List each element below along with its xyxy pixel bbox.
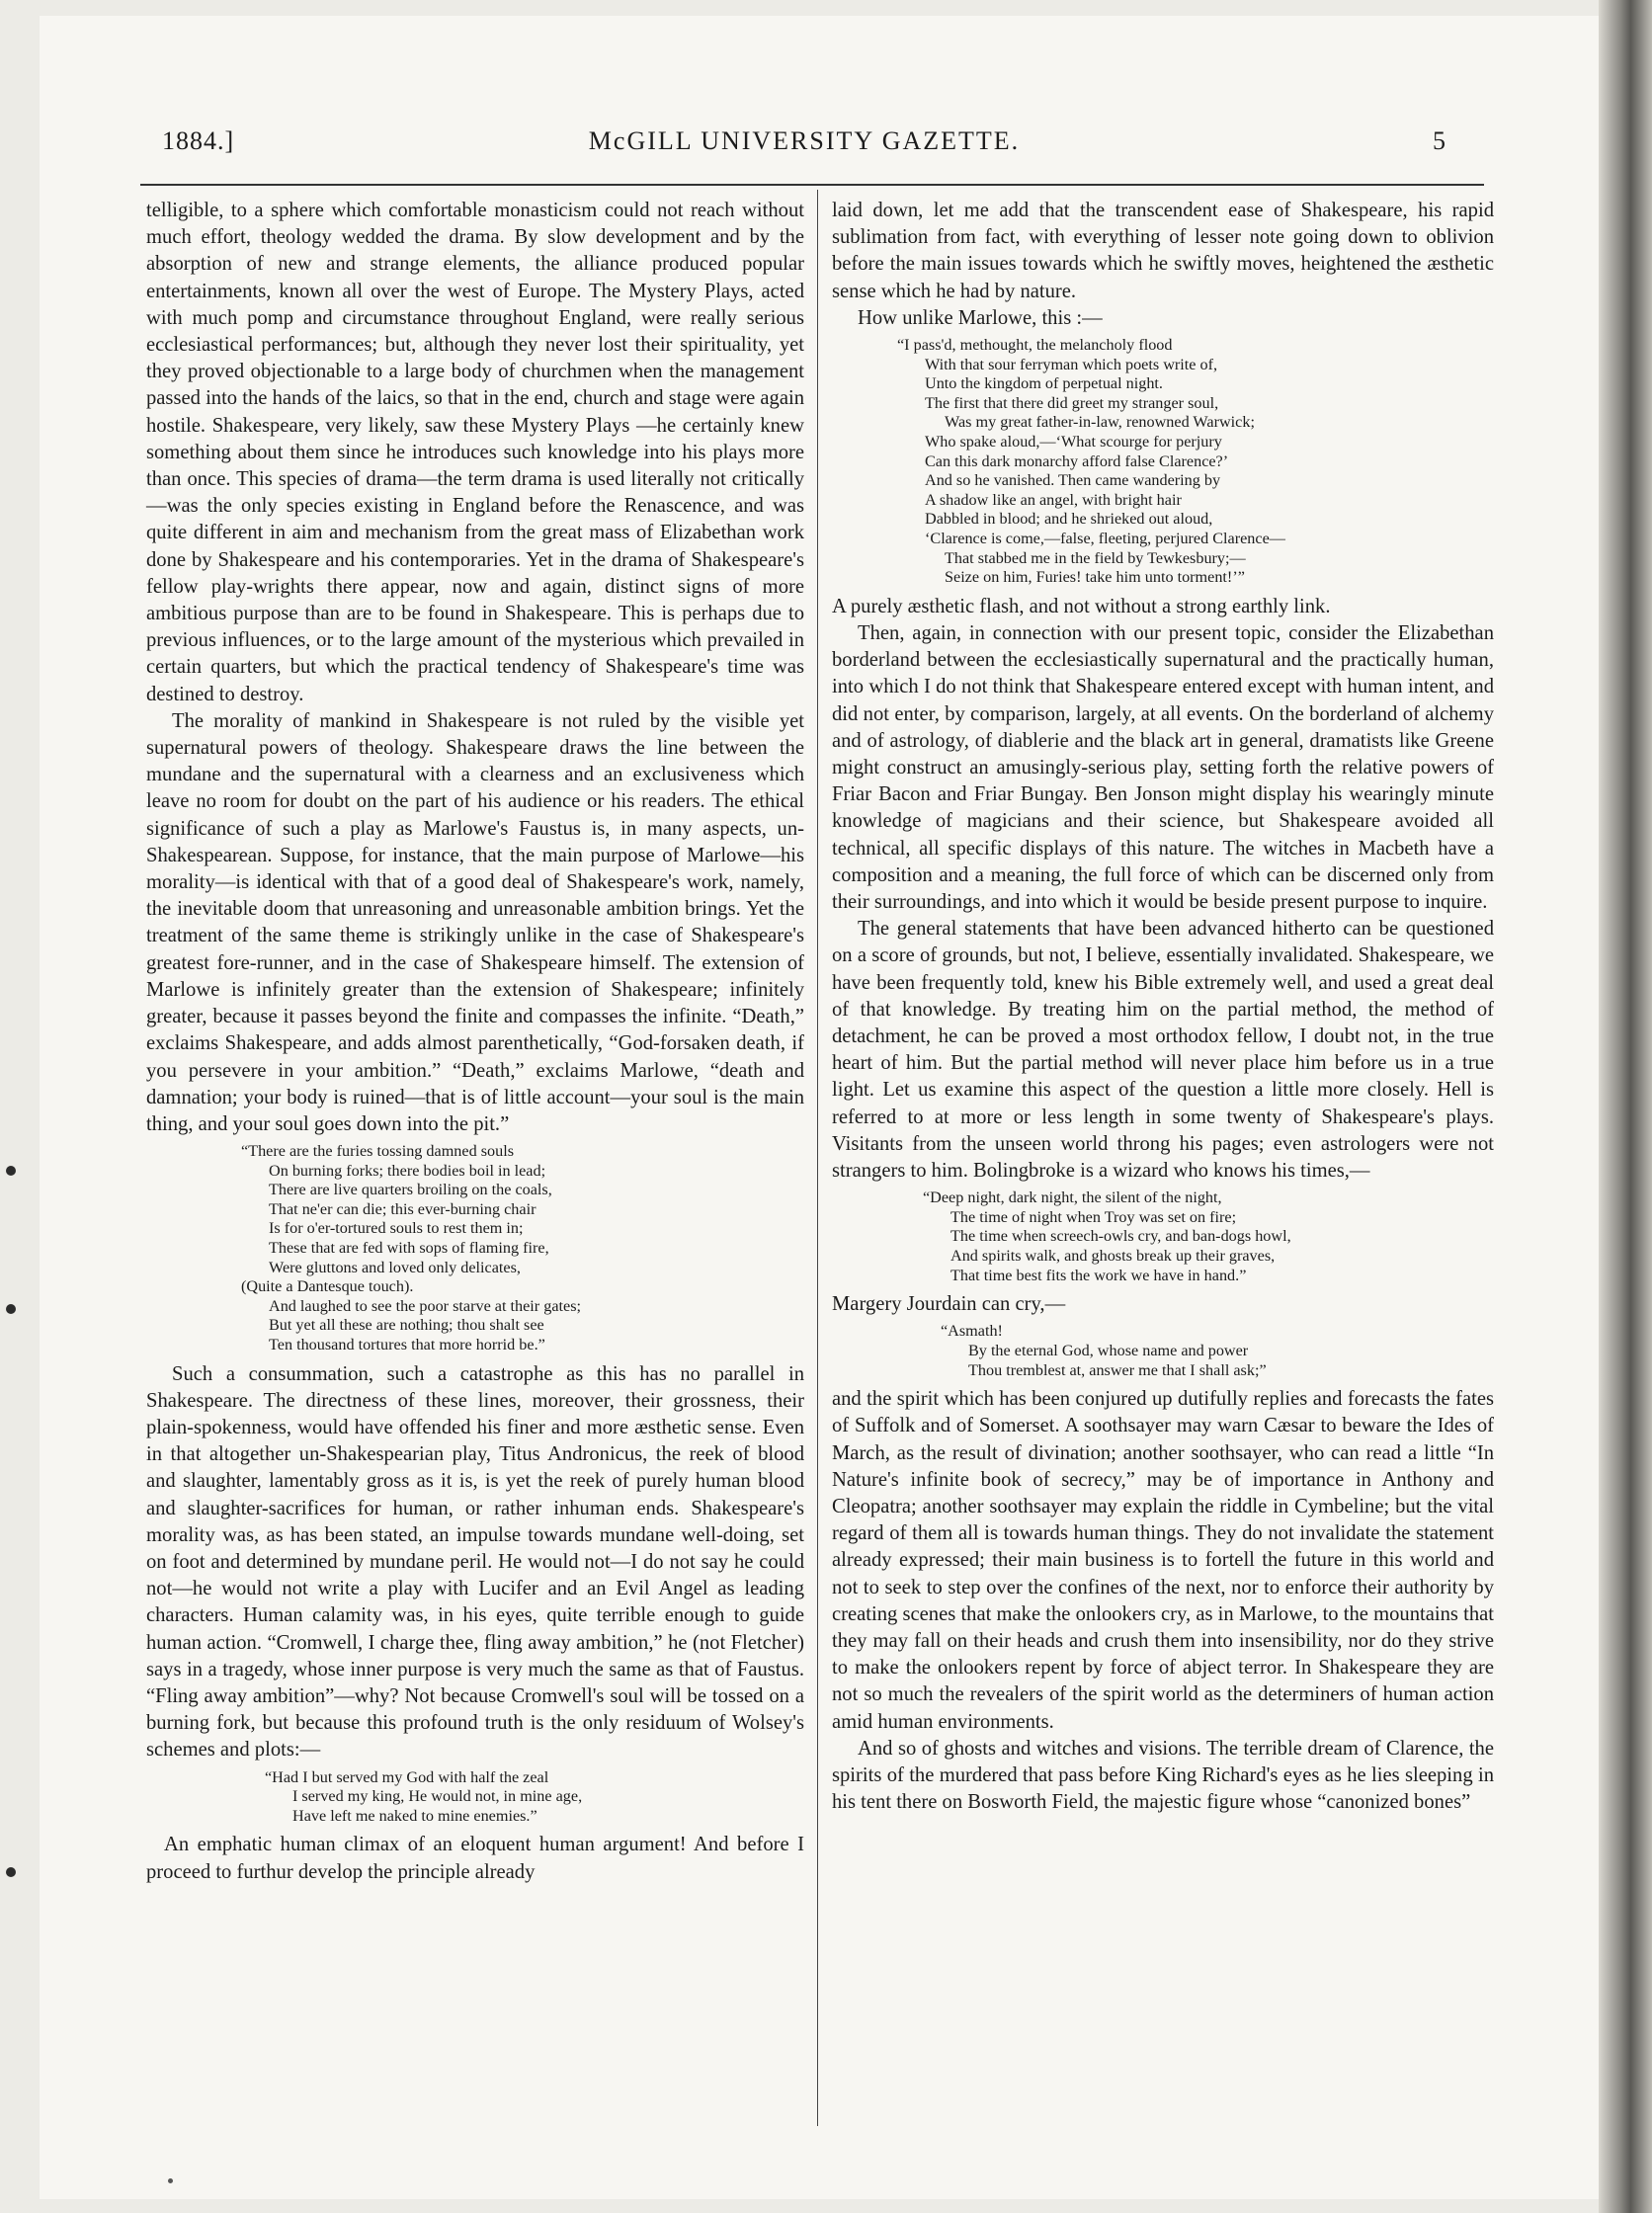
verse-quotation: [832, 336, 1494, 588]
verse-line: A shadow like an angel, with bright hair: [925, 490, 1182, 509]
header-rule: [140, 184, 1484, 186]
verse-line: Seize on him, Furies! take him unto torment!’”: [945, 568, 1245, 587]
ink-speck: [168, 2178, 173, 2183]
verse-line: Were gluttons and loved only delicates,: [269, 1258, 521, 1276]
verse-line: The time of night when Troy was set on fire;: [950, 1207, 1237, 1226]
verse-line: “Asmath!: [941, 1322, 1003, 1341]
verse-line: “Deep night, dark night, the silent of the night,: [923, 1188, 1222, 1207]
binding-hole: [6, 1166, 16, 1176]
verse-line: With that sour ferryman which poets write of,: [925, 355, 1218, 373]
left-column: [146, 198, 804, 1886]
paragraph: and the spirit which has been conjured up dutifully replies and forecasts the fates of Suffolk and of Somerset. A soothsayer may warn Cæsar to beware the Ides of March, as the result of divination; another soothsayer, who can read a little “In Nature's infinite book of secrecy,” may be of importance in Anthony and Cleopatra; another soothsayer may explain the riddle in Cymbeline; but the vital regard of them all is towards human things. They do not invalidate the statement already expressed; their main business is to fortell the future in this world and not to seek to step over the confines of the next, nor to enforce their authority by creating scenes that make the onlookers cry, as in Marlowe, to the mountains that they may fall on their heads and crush them into insensibility, nor do they strive to make the onlookers repent by force of abject terror. In Shakespeare they are not so much the revealers of the spirit world as the determiners of human action amid human environments.: [832, 1388, 1494, 1733]
verse-line: Thou tremblest at, answer me that I shall ask;”: [968, 1360, 1267, 1379]
verse-line: “There are the furies tossing damned souls: [241, 1142, 515, 1161]
verse-line: (Quite a Dantesque touch).: [241, 1277, 414, 1296]
paragraph: Margery Jourdain can cry,—: [832, 1293, 1066, 1316]
header-year: 1884.]: [162, 126, 235, 155]
page-number: 5: [1433, 126, 1446, 155]
paragraph: An emphatic human climax of an eloquent human argument! And before I proceed to furthur develop the principle already: [146, 1834, 804, 1883]
verse-line: That stabbed me in the field by Tewkesbury;—: [945, 548, 1246, 567]
verse-line: Was my great father-in-law, renowned Warwick;: [945, 413, 1255, 432]
verse-line: Have left me naked to mine enemies.”: [292, 1806, 537, 1825]
verse-line: On burning forks; there bodies boil in lead;: [269, 1161, 546, 1180]
binding-hole: [6, 1304, 16, 1314]
verse-line: Unto the kingdom of perpetual night.: [925, 374, 1163, 393]
paragraph: Such a consummation, such a catastrophe as this has no parallel in Shakespeare. The directness of these lines, moreover, their grossness, their plain-spokenness, would have offended his finer and more æsthetic sense. Even in that altogether un-Shakespearian play, Titus Andronicus, the reek of blood and slaughter, lamentably gross as it is, is yet the reek of purely human blood and slaughter-sacrifices for human, or rather inhuman ends. Shakespeare's morality was, as has been stated, an impulse towards mundane well-doing, set on foot and determined by mundane peril. He would not—I do not say he could not—he would not write a play with Lucifer and an Evil Angel as leading characters. Human calamity was, in his eyes, quite terrible enough to guide human action. “Cromwell, I charge thee, fling away ambition,” he (not Fletcher) says in a tragedy, whose inner purpose is very much the same as that of Faustus. “Fling away ambition”—why? Not because Cromwell's soul will be tossed on a burning fork, but because this profound truth is the only residuum of Wolsey's schemes and plots:—: [146, 1362, 804, 1762]
verse-quotation: [146, 1768, 804, 1827]
verse-line: The first that there did greet my stranger soul,: [925, 393, 1219, 412]
paragraph: A purely æsthetic flash, and not without a strong earthly link.: [832, 595, 1331, 617]
verse-line: “I pass'd, methought, the melancholy flood: [897, 336, 1173, 355]
verse-quotation: [832, 1188, 1494, 1285]
page-edge-shadow: [1599, 0, 1652, 2213]
column-divider: [817, 190, 818, 2126]
verse-line: Can this dark monarchy afford false Clarence?’: [925, 451, 1229, 470]
paragraph: Then, again, in connection with our present topic, consider the Elizabethan borderland between the ecclesiastically supernatural and the practically human, into which I do not think that Shakespeare entered except with human intent, and did not enter, by comparison, largely, at all events. On the borderland of alchemy and of astrology, of diablerie and the black art in general, dramatists like Greene might construct an amusingly-serious play, setting forth the relative powers of Friar Bacon and Friar Bungay. Ben Jonson might display his wearingly minute knowledge of magicians and their science, but Shakespeare avoided all technical, all specific displays of this nature. The witches in Macbeth have a composition and a meaning, the full force of which can be discerned only from their surroundings, and into which it would be beside present purpose to inquire.: [832, 621, 1494, 913]
paragraph: And so of ghosts and witches and visions. The terrible dream of Clarence, the spirits of the murdered that pass before King Richard's eyes as he lies sleeping in his tent there on Bosworth Field, the majestic figure whose “canonized bones”: [832, 1737, 1494, 1814]
verse-quotation: [832, 1322, 1494, 1380]
verse-line: By the eternal God, whose name and power: [968, 1341, 1249, 1359]
verse-line: “Had I but served my God with half the zeal: [265, 1767, 549, 1786]
verse-line: I served my king, He would not, in mine age,: [292, 1787, 583, 1806]
verse-line: The time when screech-owls cry, and ban-dogs howl,: [950, 1227, 1291, 1246]
verse-line: Who spake aloud,—‘What scourge for perjury: [925, 432, 1222, 451]
verse-quotation: [146, 1142, 804, 1355]
verse-line: Is for o'er-tortured souls to rest them in;: [269, 1219, 524, 1238]
paragraph: The general statements that have been advanced hitherto can be questioned on a score of grounds, but not, I believe, essentially invalidated. Shakespeare, we have been frequently told, knew his Bible extremely well, and used a great deal of that knowledge. By treating him on the partial method, the method of detachment, he can be proved a most orthodox fellow, I doubt not, in the true heart of him. But the partial method will never place him before us in a true light. Let us examine this aspect of the question a little more closely. Hell is referred to at more or less length in some twenty of Shakespeare's plays. Visitants from the unseen world throng his pages; even astrologers were not strangers to him. Bolingbroke is a wizard who knows his times,—: [832, 918, 1494, 1182]
verse-line: These that are fed with sops of flaming fire,: [269, 1239, 549, 1258]
verse-line: But yet all these are nothing; thou shalt see: [269, 1316, 544, 1335]
running-header: [162, 126, 1446, 166]
paragraph: The morality of mankind in Shakespeare is not ruled by the visible yet supernatural powers of theology. Shakespeare draws the line between the mundane and the supernatural with a clearness and an exclusiveness which leave no room for doubt on the part of his audience or his readers. The ethical significance of such a play as Marlowe's Faustus is, in many aspects, un-Shakespearean. Suppose, for instance, that the main purpose of Marlowe—his morality—is identical with that of a good deal of Shakespeare's work, namely, the inevitable doom that unreasoning and unreasonable ambition brings. Yet the treatment of the same theme is strikingly unlike in the case of Shakespeare's greatest fore-runner, and in the case of Shakespeare himself. The extension of Marlowe is infinitely greater than the extension of Shakespeare; infinitely greater, because it passes beyond the finite and compasses the infinite. “Death,” exclaims Shakespeare, and adds almost parenthetically, “God-forsaken death, if you persevere in your ambition.” “Death,” exclaims Marlowe, “death and damnation; your body is ruined—that is of little account—your soul is the main thing, and your soul goes down into the pit.”: [146, 709, 804, 1135]
verse-line: And so he vanished. Then came wandering by: [925, 471, 1221, 490]
paragraph: How unlike Marlowe, this :—: [858, 306, 1103, 329]
verse-line: And laughed to see the poor starve at their gates;: [269, 1296, 582, 1315]
verse-line: Dabbled in blood; and he shrieked out aloud,: [925, 510, 1213, 529]
paragraph: laid down, let me add that the transcendent ease of Shakespeare, his rapid sublimation from fact, with everything of lesser note going down to oblivion before the main issues towards which he swiftly moves, heightened the æsthetic sense which he had by nature.: [832, 200, 1494, 302]
verse-line: There are live quarters broiling on the coals,: [269, 1181, 552, 1199]
journal-title: McGILL UNIVERSITY GAZETTE.: [588, 126, 1021, 155]
right-column: [832, 198, 1494, 1816]
verse-line: That ne'er can die; this ever-burning chair: [269, 1199, 537, 1218]
paragraph: telligible, to a sphere which comfortable monasticism could not reach without much effort, theology wedded the drama. By slow development and by the absorption of new and strange elements, the alliance produced popular entertainments, known all over the west of Europe. The Mystery Plays, acted with much pomp and circumstance throughout England, were really serious ecclesiastical performances; but, although they never lost their spirituality, yet they proved objectionable to a large body of churchmen when the management passed into the hands of the laics, so that in the end, church and stage were again hostile. Shakespeare, very likely, saw these Mystery Plays —he certainly knew something about them since he introduces such knowledge into his plays more than once. This species of drama—the term drama is used literally not critically—was the only species existing in England before the Renascence, and was quite different in aim and mechanism from the great mass of Elizabethan work done by Shakespeare and his contemporaries. Yet in the drama of Shakespeare's fellow play-wrights there appear, now and again, distinct signs of more ambitious purpose than are to be found in Shakespeare. This is perhaps due to previous influences, or to the large amount of the mysterious which prevailed in certain quarters, but which the practical tendency of Shakespeare's time was destined to destroy.: [146, 200, 804, 705]
binding-hole: [6, 1867, 16, 1877]
verse-line: That time best fits the work we have in hand.”: [950, 1266, 1247, 1284]
verse-line: ‘Clarence is come,—false, fleeting, perjured Clarence—: [925, 529, 1285, 547]
verse-line: And spirits walk, and ghosts break up their graves,: [950, 1246, 1276, 1265]
verse-line: Ten thousand tortures that more horrid be.”: [269, 1336, 545, 1354]
